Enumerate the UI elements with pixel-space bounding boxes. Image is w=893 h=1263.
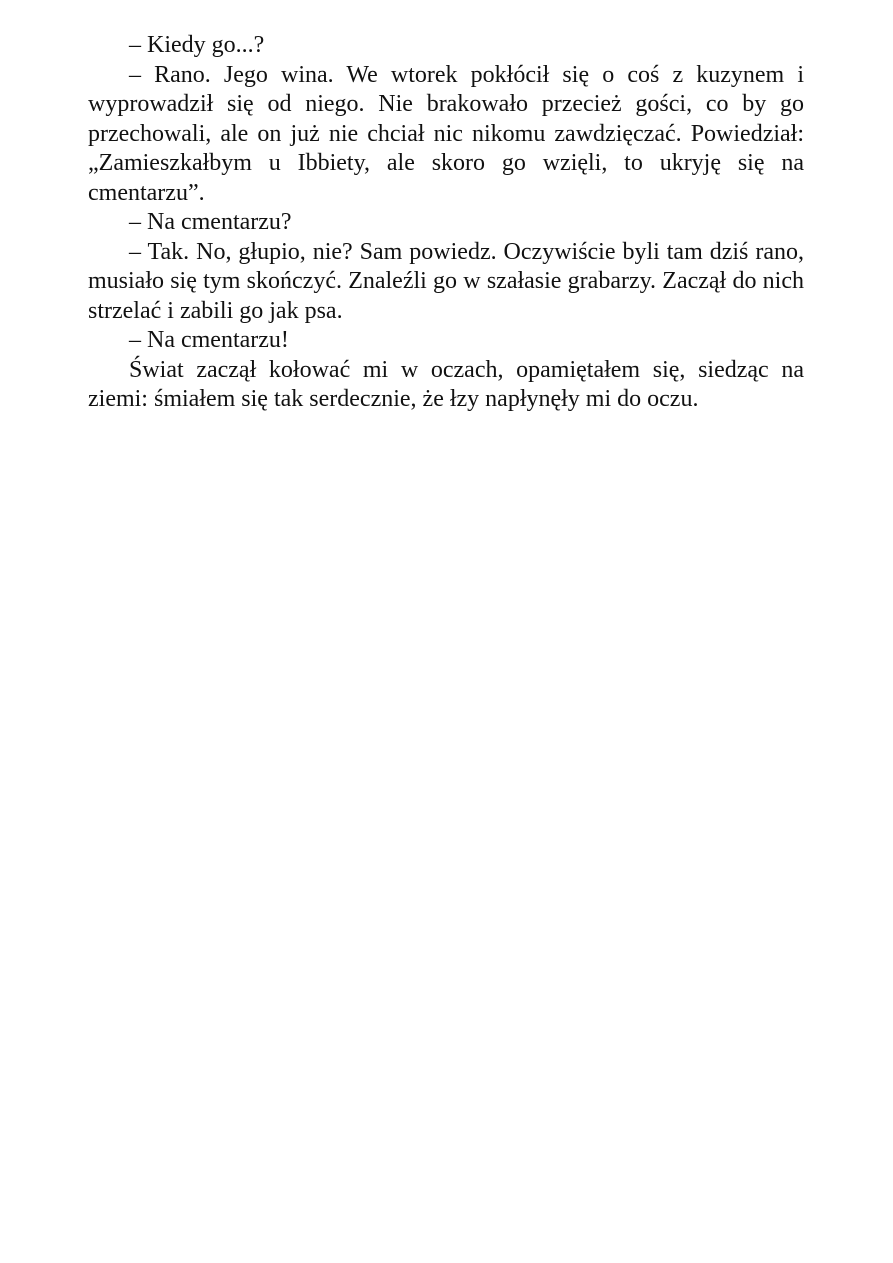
paragraph: – Rano. Jego wina. We wtorek pokłócił się o coś z kuzynem i wyprowadził się od niego. Nie brakowało przecież gości, co by go przechowali, ale on już nie chciał nic nikomu zawdzięczać. Powiedział: „Zamieszkałbym u Ibbiety, ale skoro go wzięli, to ukryję się na cmentarzu”. [88,61,804,206]
page-text [88,31,804,415]
paragraph: Świat zaczął kołować mi w oczach, opamiętałem się, siedząc na ziemi: śmiałem się tak serdecznie, że łzy napłynęły mi do oczu. [88,356,804,412]
paragraph: – Tak. No, głupio, nie? Sam powiedz. Oczywiście byli tam dziś rano, musiało się tym skończyć. Znaleźli go w szałasie grabarzy. Zaczął do nich strzelać i zabili go jak psa. [88,238,804,324]
paragraph: – Kiedy go...? [129,32,265,58]
paragraph: – Na cmentarzu? [129,209,292,235]
paragraph: – Na cmentarzu! [129,327,289,353]
